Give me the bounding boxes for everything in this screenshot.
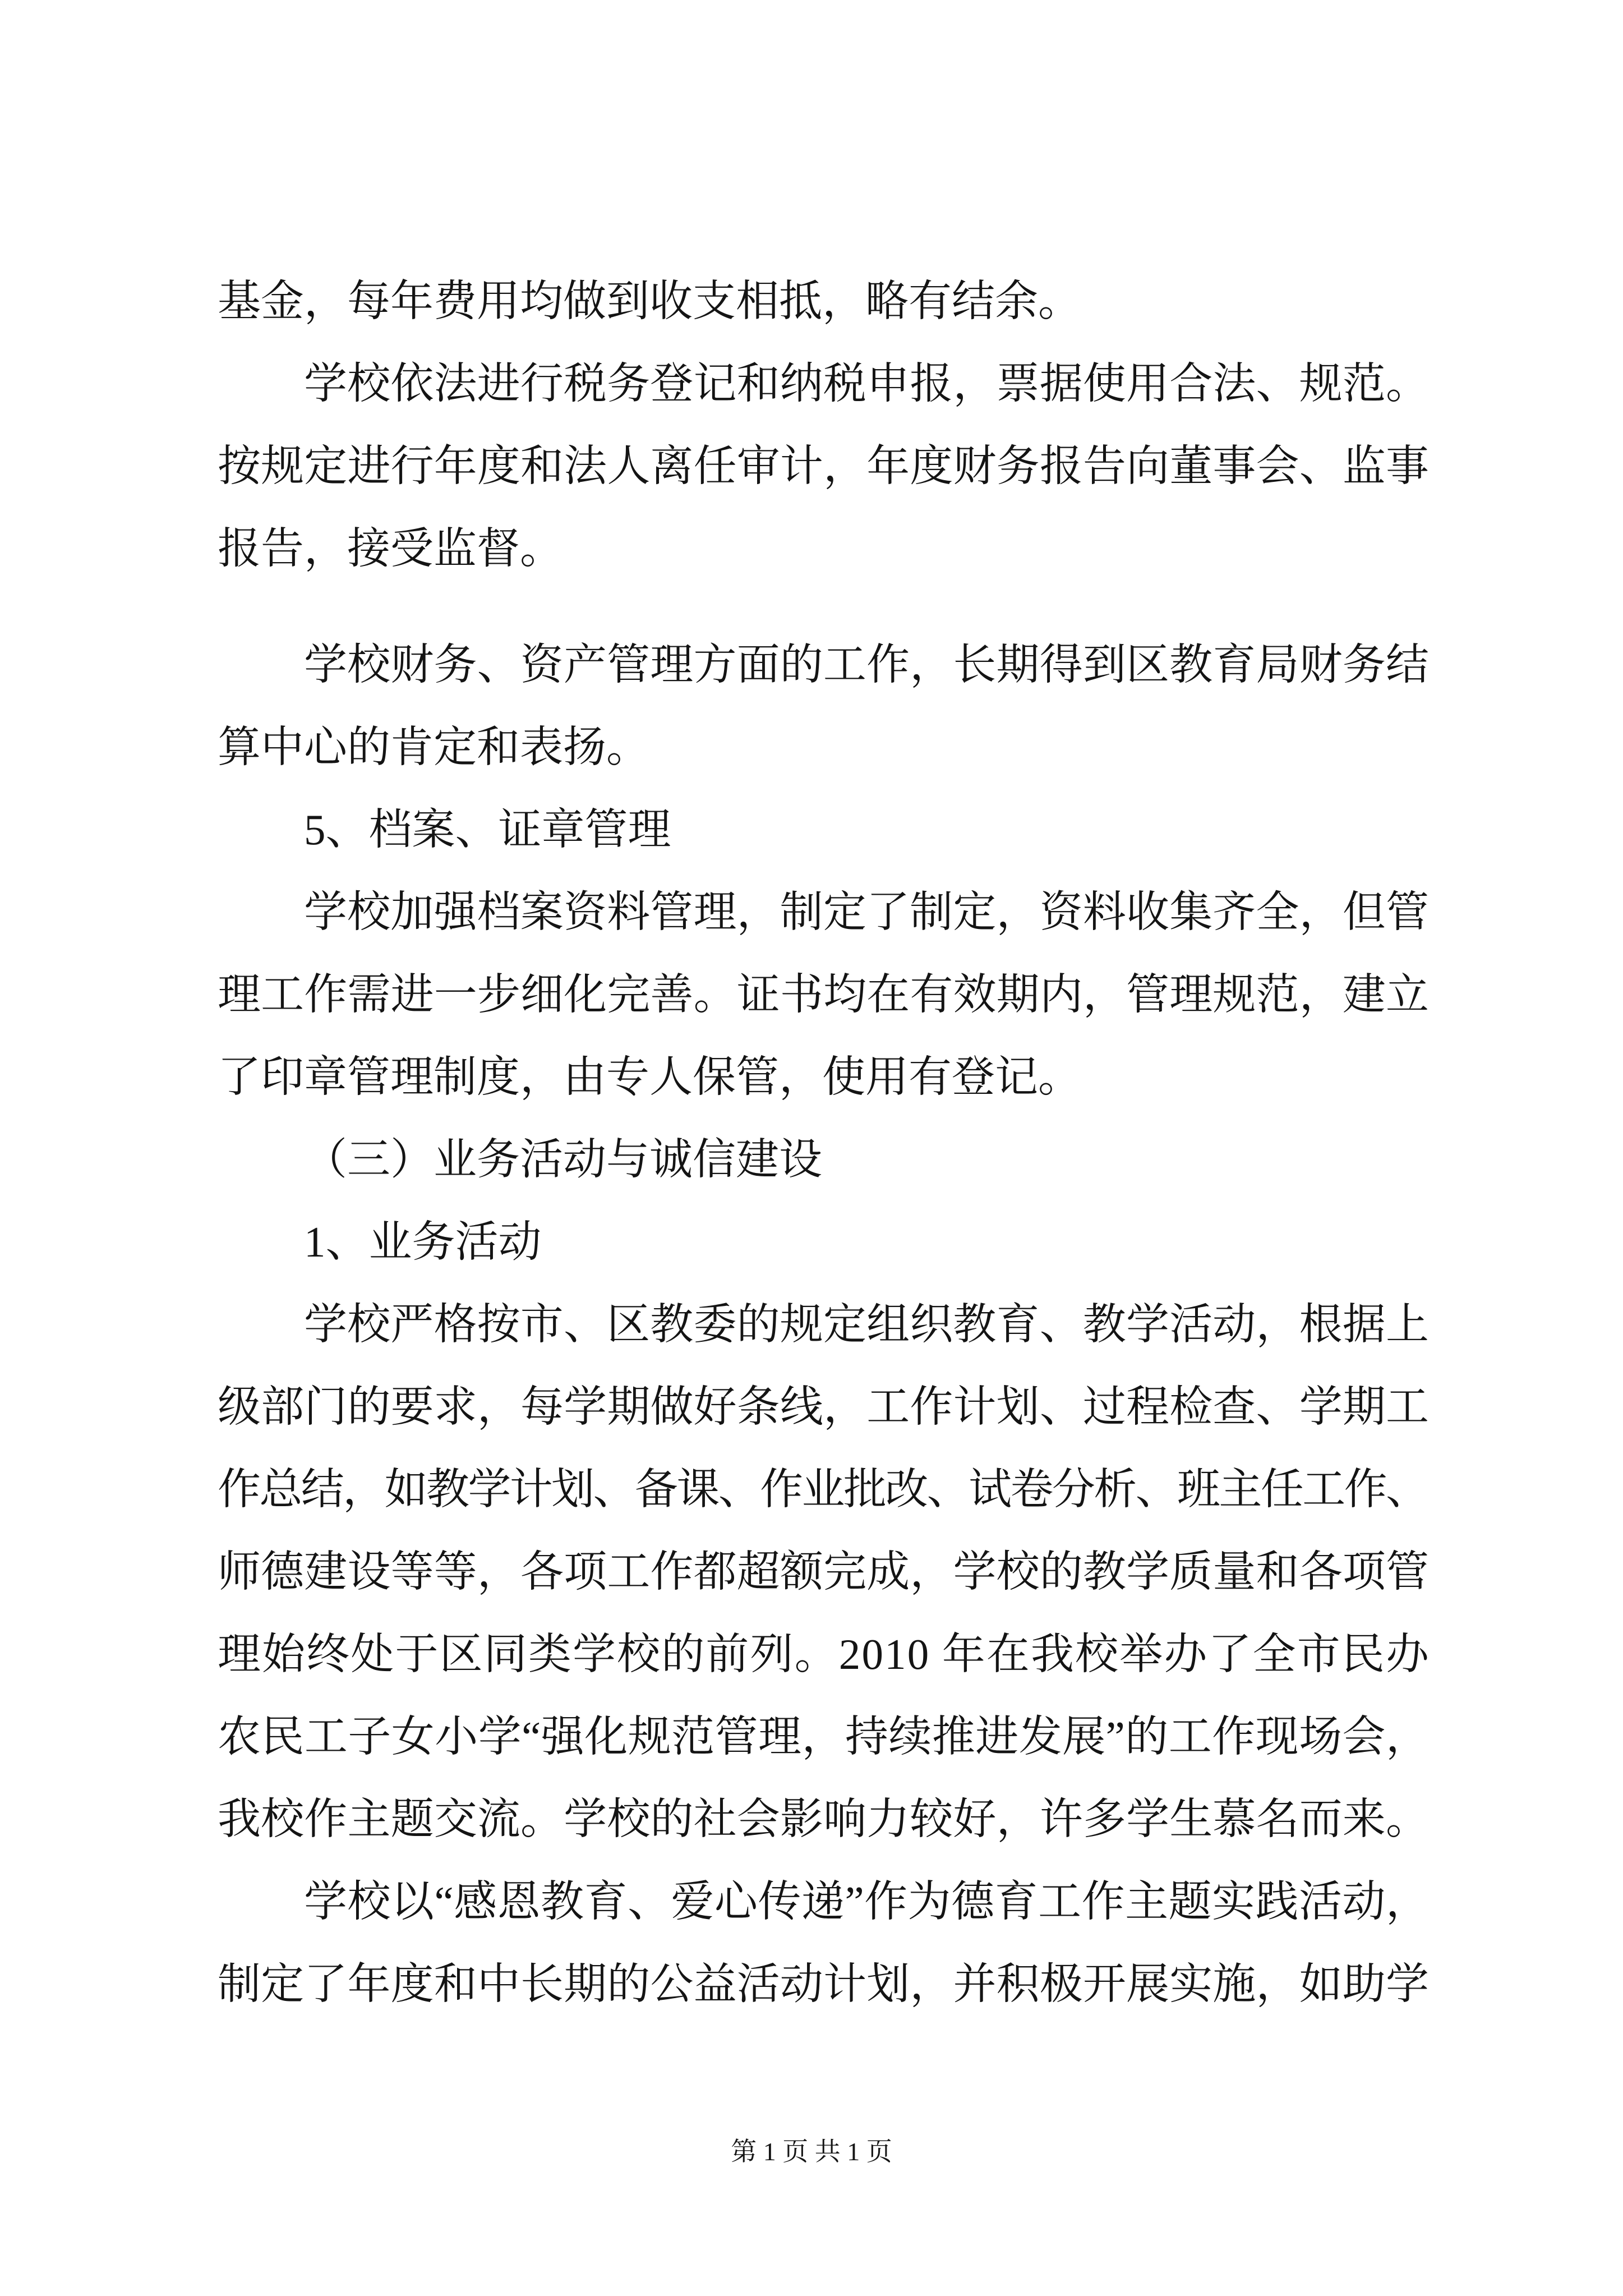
heading-text: 1、业务活动 (304, 1218, 542, 1266)
text-line-content: 报告，接受监督。 (218, 524, 563, 573)
paragraph (218, 871, 1429, 1119)
text-line (218, 1613, 1429, 1696)
text-line (218, 1201, 1429, 1283)
text-line-content: 级部门的要求，每学期做好条线，工作计划、过程检查、学期工 (218, 1383, 1430, 1431)
text-line (218, 1696, 1429, 1778)
text-line-content: 学校财务、资产管理方面的工作，长期得到区教育局财务结 (304, 641, 1430, 689)
page-footer (0, 2135, 1623, 2169)
heading-text: 5、档案、证章管理 (304, 806, 671, 854)
text-line-content: 学校加强档案资料管理，制定了制定，资料收集齐全，但管 (304, 888, 1430, 936)
text-line (218, 624, 1429, 706)
text-line-content: 学校依法进行税务登记和纳税申报，票据使用合法、规范。 (304, 360, 1430, 408)
text-line-content: 学校以“感恩教育、爱心传递”作为德育工作主题实践活动， (304, 1878, 1430, 1926)
section-heading (218, 1201, 1429, 1283)
paragraph (218, 1861, 1429, 2026)
text-line (218, 1366, 1429, 1448)
text-line (218, 706, 1429, 789)
text-line-content: 理工作需进一步细化完善。证书均在有效期内，管理规范，建立 (218, 970, 1430, 1019)
text-line (218, 1119, 1429, 1201)
text-line-content: 农民工子女小学“强化规范管理，持续推进发展”的工作现场会， (218, 1713, 1430, 1761)
section-heading (218, 789, 1429, 871)
text-line-content: 基金，每年费用均做到收支相抵，略有结余。 (218, 277, 1081, 325)
text-line (218, 1778, 1429, 1861)
text-line (218, 1861, 1429, 1943)
text-line-content: 我校作主题交流。学校的社会影响力较好，许多学生慕名而来。 (218, 1795, 1430, 1843)
text-line-content: 了印章管理制度，由专人保管，使用有登记。 (218, 1053, 1081, 1101)
paragraph (218, 1283, 1429, 1861)
paragraph (218, 260, 1429, 343)
text-line (218, 1283, 1429, 1366)
section-heading (218, 1119, 1429, 1201)
paragraph (218, 343, 1429, 590)
paragraph (218, 624, 1429, 789)
text-line (218, 1531, 1429, 1613)
text-line (218, 871, 1429, 954)
text-line (218, 789, 1429, 871)
text-line (218, 1448, 1429, 1531)
text-line (218, 260, 1429, 343)
text-line (218, 1943, 1429, 2026)
text-line-content: 作总结，如教学计划、备课、作业批改、试卷分析、班主任工作、 (218, 1465, 1428, 1513)
text-line (218, 954, 1429, 1036)
text-line-content: 算中心的肯定和表扬。 (218, 723, 649, 771)
text-line-content: 按规定进行年度和法人离任审计，年度财务报告向董事会、监事 (218, 442, 1430, 490)
text-line (218, 425, 1429, 508)
page-number: 第 1 页 共 1 页 (731, 2137, 892, 2166)
text-line-content: 学校严格按市、区教委的规定组织教育、教学活动，根据上 (304, 1300, 1430, 1349)
heading-text: （三）业务活动与诚信建设 (304, 1135, 822, 1184)
text-line (218, 508, 1429, 590)
text-line-content: 师德建设等等，各项工作都超额完成，学校的教学质量和各项管 (218, 1548, 1430, 1596)
text-line-content: 制定了年度和中长期的公益活动计划，并积极开展实施，如助学 (218, 1960, 1430, 2008)
text-line (218, 343, 1429, 425)
document-body (218, 260, 1429, 2026)
text-line (218, 1036, 1429, 1119)
text-line-content: 理始终处于区同类学校的前列。2010 年在我校举办了全市民办 (218, 1630, 1431, 1678)
